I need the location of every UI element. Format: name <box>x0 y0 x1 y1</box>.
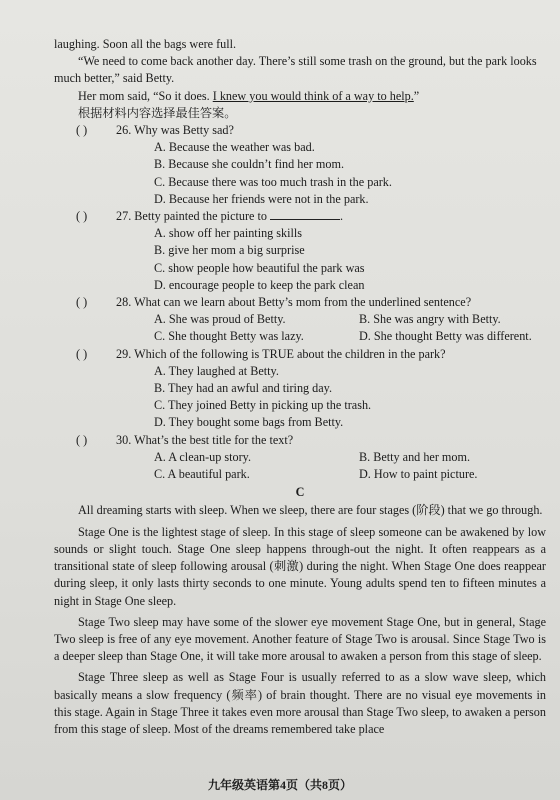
option: B. They had an awful and tiring day. <box>154 381 333 396</box>
question-list <box>76 122 546 483</box>
text-line <box>54 88 546 105</box>
question-number: 30. <box>116 432 132 447</box>
question-stem <box>76 432 546 449</box>
answer-parenthesis: ( ) <box>76 346 88 361</box>
instruction: 根据材料内容选择最佳答案。 <box>78 105 237 120</box>
option: A. Because the weather was bad. <box>154 140 315 155</box>
option: C. Because there was too much trash in the park. <box>154 174 392 189</box>
answer-parenthesis: ( ) <box>76 432 88 447</box>
passage-b-ending <box>54 36 546 122</box>
option-row <box>76 466 546 483</box>
fill-blank <box>270 209 340 220</box>
option: C. A beautiful park. <box>154 467 250 482</box>
option: C. She thought Betty was lazy. <box>154 329 304 344</box>
question-number: 27. <box>116 209 132 224</box>
question-26 <box>76 122 546 208</box>
question-number: 26. <box>116 123 132 138</box>
option: B. Because she couldn’t find her mom. <box>154 157 344 172</box>
answer-parenthesis: ( ) <box>76 123 88 138</box>
option-row <box>76 311 546 328</box>
paragraph: All dreaming starts with sleep. When we sleep, there are four stages (阶段) that we go through. <box>78 503 543 518</box>
option: D. She thought Betty was different. <box>359 329 532 344</box>
paragraph: Stage One is the lightest stage of sleep. In this stage of sleep someone can be awakened by low sounds or slight touch. Stage One sleep happens through-out the night. It often reappears as a transitional state of sleep following arousal (刺激) during the night. When Stage One does reappear during sleep, it only lasts thirty seconds to one minute. Young adults spend ten to fifteen minutes a night in Stage One sleep. <box>54 524 546 608</box>
option: D. They bought some bags from Betty. <box>154 415 344 430</box>
answer-parenthesis: ( ) <box>76 295 88 310</box>
question-stem <box>76 122 546 139</box>
option: C. show people how beautiful the park was <box>154 260 365 275</box>
option: B. Betty and her mom. <box>359 449 471 464</box>
option: B. give her mom a big surprise <box>154 243 305 258</box>
option: A. She was proud of Betty. <box>154 312 286 327</box>
question-29 <box>76 346 546 432</box>
text-fragment: ” <box>413 88 420 103</box>
question-stem <box>76 346 546 363</box>
passage-c <box>54 502 546 738</box>
option: D. How to paint picture. <box>359 467 478 482</box>
option-row <box>76 328 546 345</box>
option: D. encourage people to keep the park clean <box>154 277 365 292</box>
option: D. Because her friends were not in the park. <box>154 191 369 206</box>
option-row <box>76 449 546 466</box>
question-28 <box>76 294 546 346</box>
question-text: What can we learn about Betty’s mom from the underlined sentence? <box>134 295 472 310</box>
question-suffix: . <box>340 209 344 224</box>
option: A. show off her painting skills <box>154 226 303 241</box>
question-text: Which of the following is TRUE about the children in the park? <box>134 346 446 361</box>
text-line: laughing. Soon all the bags were full. <box>54 37 237 51</box>
question-stem <box>76 208 546 225</box>
text-line: “We need to come back another day. There’s still some trash on the ground, but the park looks much better,” said Betty. <box>54 54 537 86</box>
answer-parenthesis: ( ) <box>76 209 88 224</box>
paragraph: Stage Three sleep as well as Stage Four is usually referred to as a slow wave sleep, which basically means a slow frequency (频率) of brain thought. There are no visual eye movements in this stage. Again in Stage Three it takes even more arousal than Stage Two sleep, to awaken a person from this stage of sleep. Most of the dreams remembered take place <box>54 670 546 736</box>
question-text: Why was Betty sad? <box>134 123 234 138</box>
question-stem <box>76 294 546 311</box>
question-27 <box>76 208 546 294</box>
option: A. A clean-up story. <box>154 449 252 464</box>
question-text: What’s the best title for the text? <box>134 432 294 447</box>
option: A. They laughed at Betty. <box>154 363 279 378</box>
option: B. She was angry with Betty. <box>359 312 501 327</box>
paragraph: Stage Two sleep may have some of the slower eye movement Stage One, but in general, Stage Two sleep is free of any eye movement. Another feature of Stage Two is arousal. Since Stage Two is a deeper sleep than Stage One, it will take more arousal to awaken a person from this stage of sleep. <box>54 614 546 664</box>
question-30 <box>76 432 546 484</box>
text-fragment: Her mom said, “So it does. <box>78 88 213 103</box>
question-text: Betty painted the picture to <box>134 209 267 224</box>
option: C. They joined Betty in picking up the trash. <box>154 398 372 413</box>
section-title: C <box>295 485 305 500</box>
question-number: 29. <box>116 346 132 361</box>
page-footer: 九年级英语第4页（共8页） <box>207 777 352 792</box>
question-number: 28. <box>116 295 132 310</box>
underlined-sentence: I knew you would think of a way to help. <box>212 88 414 103</box>
